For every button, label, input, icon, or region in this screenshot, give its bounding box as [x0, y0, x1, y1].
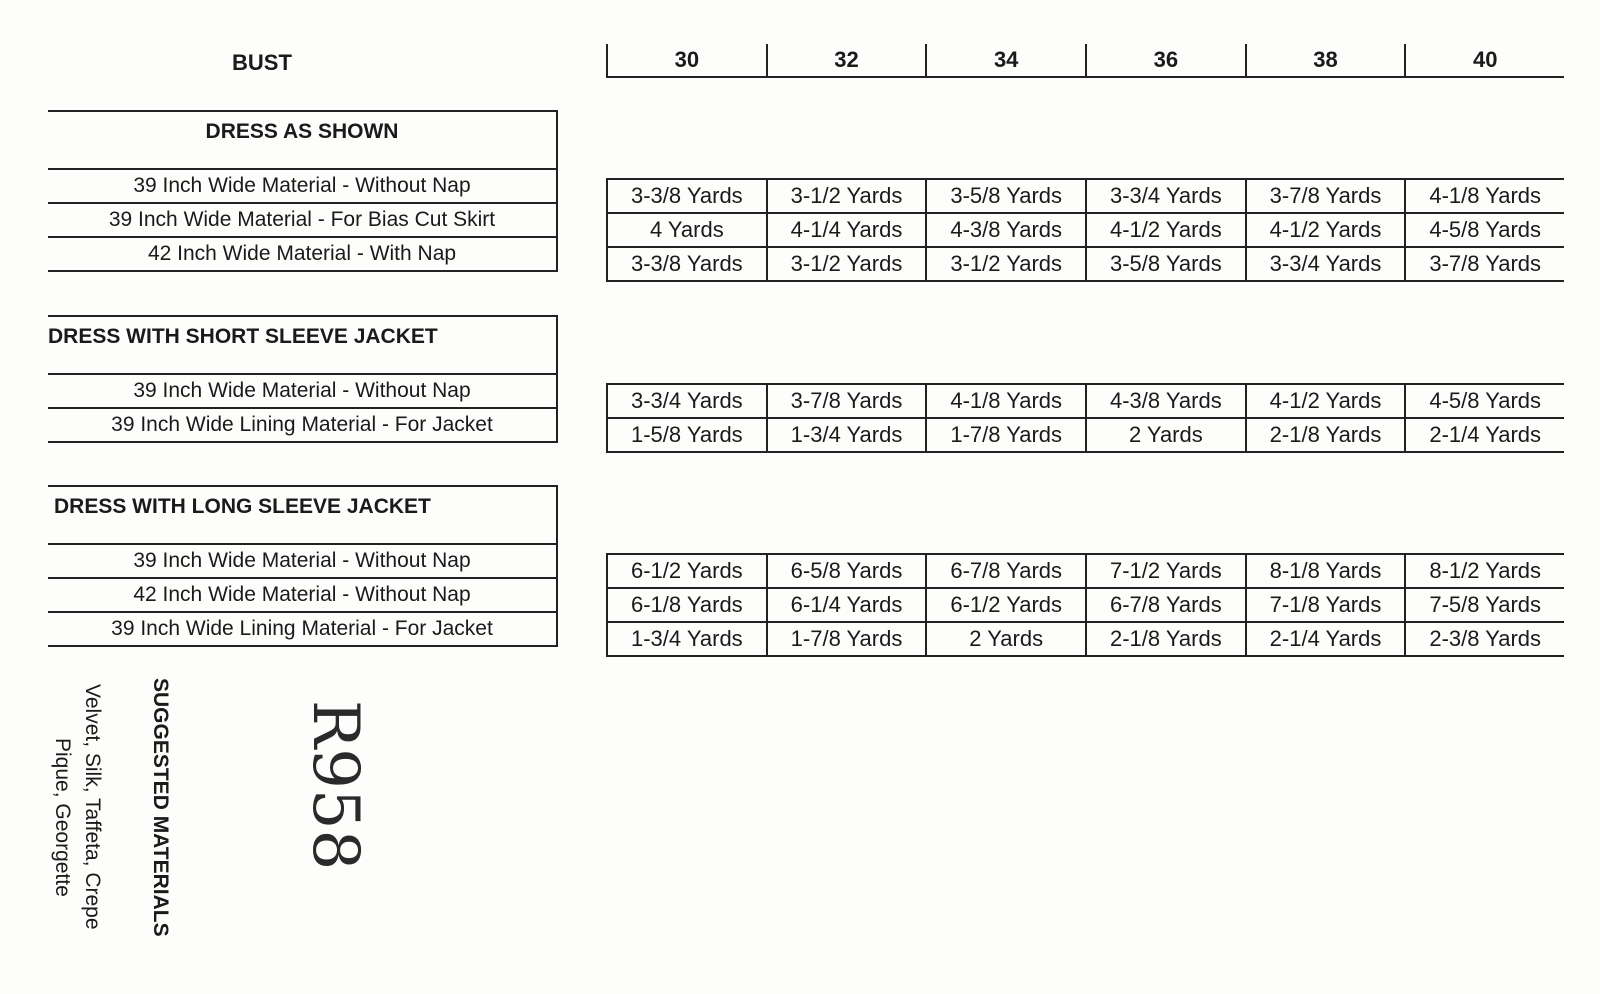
- table-row: [608, 419, 1564, 453]
- yardage-cell: 6-1/8 Yards: [608, 589, 768, 621]
- handwritten-pattern-code: R958: [298, 700, 372, 871]
- yardage-cell: 4-1/4 Yards: [768, 214, 928, 246]
- yardage-cell: 3-3/8 Yards: [608, 180, 768, 212]
- yardage-cell: 7-1/8 Yards: [1247, 589, 1407, 621]
- yardage-cell: 6-5/8 Yards: [768, 555, 928, 587]
- yardage-grid-long-sleeve-jacket: [606, 553, 1564, 657]
- yardage-cell: 8-1/2 Yards: [1429, 558, 1542, 583]
- size-header-cell: 40: [1472, 47, 1498, 72]
- size-header: [606, 44, 1564, 78]
- yardage-cell: 4-5/8 Yards: [1429, 388, 1542, 413]
- yardage-cell: 3-7/8 Yards: [1247, 180, 1407, 212]
- yardage-cell: 6-1/4 Yards: [768, 589, 928, 621]
- section-short-sleeve-jacket: [48, 315, 558, 443]
- yardage-cell: 2-1/4 Yards: [1247, 623, 1407, 655]
- yardage-grid-short-sleeve-jacket: [606, 383, 1564, 453]
- yardage-cell: 4-1/8 Yards: [1429, 183, 1542, 208]
- section-title: DRESS AS SHOWN: [205, 120, 399, 143]
- yardage-cell: 8-1/8 Yards: [1247, 555, 1407, 587]
- yardage-cell: 1-3/4 Yards: [768, 419, 928, 451]
- yardage-cell: 3-1/2 Yards: [768, 180, 928, 212]
- yardage-cell: 1-7/8 Yards: [927, 419, 1087, 451]
- table-row: [608, 589, 1564, 623]
- yardage-cell: 3-3/8 Yards: [608, 248, 768, 280]
- table-row: [608, 248, 1564, 282]
- yardage-cell: 1-3/4 Yards: [608, 623, 768, 655]
- row-label: 39 Inch Wide Material - Without Nap: [48, 373, 556, 407]
- yardage-cell: 3-3/4 Yards: [1247, 248, 1407, 280]
- row-label: 39 Inch Wide Material - Without Nap: [48, 543, 556, 577]
- yardage-cell: 4-5/8 Yards: [1429, 217, 1542, 242]
- yardage-cell: 4-1/8 Yards: [927, 385, 1087, 417]
- bust-label: BUST: [232, 50, 292, 75]
- table-row: [608, 180, 1564, 214]
- yardage-cell: 7-1/2 Yards: [1087, 555, 1247, 587]
- yardage-cell: 3-5/8 Yards: [927, 180, 1087, 212]
- yardage-cell: 2 Yards: [1087, 419, 1247, 451]
- yardage-cell: 4-3/8 Yards: [1087, 385, 1247, 417]
- section-title: DRESS WITH LONG SLEEVE JACKET: [54, 495, 431, 518]
- size-header-cell: 32: [768, 44, 928, 76]
- suggested-materials-title: SUGGESTED MATERIALS: [149, 678, 172, 937]
- size-header-cell: 30: [608, 44, 768, 76]
- yardage-cell: 6-1/2 Yards: [927, 589, 1087, 621]
- yardage-cell: 1-7/8 Yards: [768, 623, 928, 655]
- section-long-sleeve-jacket: [48, 485, 558, 647]
- yardage-cell: 6-7/8 Yards: [927, 555, 1087, 587]
- row-label: 39 Inch Wide Lining Material - For Jacket: [48, 611, 556, 645]
- yardage-cell: 2-1/8 Yards: [1247, 419, 1407, 451]
- suggested-materials-line: Pique, Georgette: [51, 738, 74, 897]
- size-header-cell: 38: [1247, 44, 1407, 76]
- size-header-cell: 36: [1087, 44, 1247, 76]
- table-row: [608, 555, 1564, 589]
- yardage-cell: 4-3/8 Yards: [927, 214, 1087, 246]
- row-label: 39 Inch Wide Material - Without Nap: [48, 168, 556, 202]
- table-row: [608, 385, 1564, 419]
- yardage-cell: 3-1/2 Yards: [927, 248, 1087, 280]
- yardage-cell: 2 Yards: [927, 623, 1087, 655]
- yardage-cell: 3-3/4 Yards: [608, 385, 768, 417]
- table-row: [608, 623, 1564, 657]
- size-header-cell: 34: [927, 44, 1087, 76]
- yardage-cell: 7-5/8 Yards: [1429, 592, 1542, 617]
- yardage-cell: 2-1/8 Yards: [1087, 623, 1247, 655]
- row-label: 39 Inch Wide Material - For Bias Cut Skirt: [48, 202, 556, 236]
- yardage-cell: 3-7/8 Yards: [768, 385, 928, 417]
- yardage-cell: 4 Yards: [608, 214, 768, 246]
- table-row: [608, 214, 1564, 248]
- section-title: DRESS WITH SHORT SLEEVE JACKET: [48, 325, 438, 348]
- row-label: 39 Inch Wide Lining Material - For Jacket: [48, 407, 556, 441]
- yardage-cell: 6-1/2 Yards: [608, 555, 768, 587]
- yardage-cell: 3-7/8 Yards: [1429, 251, 1542, 276]
- row-label: 42 Inch Wide Material - Without Nap: [48, 577, 556, 611]
- yardage-cell: 2-1/4 Yards: [1429, 422, 1542, 447]
- yardage-grid-dress-as-shown: [606, 178, 1564, 282]
- row-label: 42 Inch Wide Material - With Nap: [48, 236, 556, 270]
- yardage-cell: 3-3/4 Yards: [1087, 180, 1247, 212]
- yardage-cell: 6-7/8 Yards: [1087, 589, 1247, 621]
- suggested-materials-line: Velvet, Silk, Taffeta, Crepe: [81, 684, 104, 930]
- yardage-cell: 3-5/8 Yards: [1087, 248, 1247, 280]
- yardage-cell: 2-3/8 Yards: [1429, 626, 1542, 651]
- yardage-cell: 4-1/2 Yards: [1087, 214, 1247, 246]
- yardage-cell: 4-1/2 Yards: [1247, 214, 1407, 246]
- yardage-cell: 3-1/2 Yards: [768, 248, 928, 280]
- section-dress-as-shown: [48, 110, 558, 272]
- yardage-cell: 1-5/8 Yards: [608, 419, 768, 451]
- yardage-cell: 4-1/2 Yards: [1247, 385, 1407, 417]
